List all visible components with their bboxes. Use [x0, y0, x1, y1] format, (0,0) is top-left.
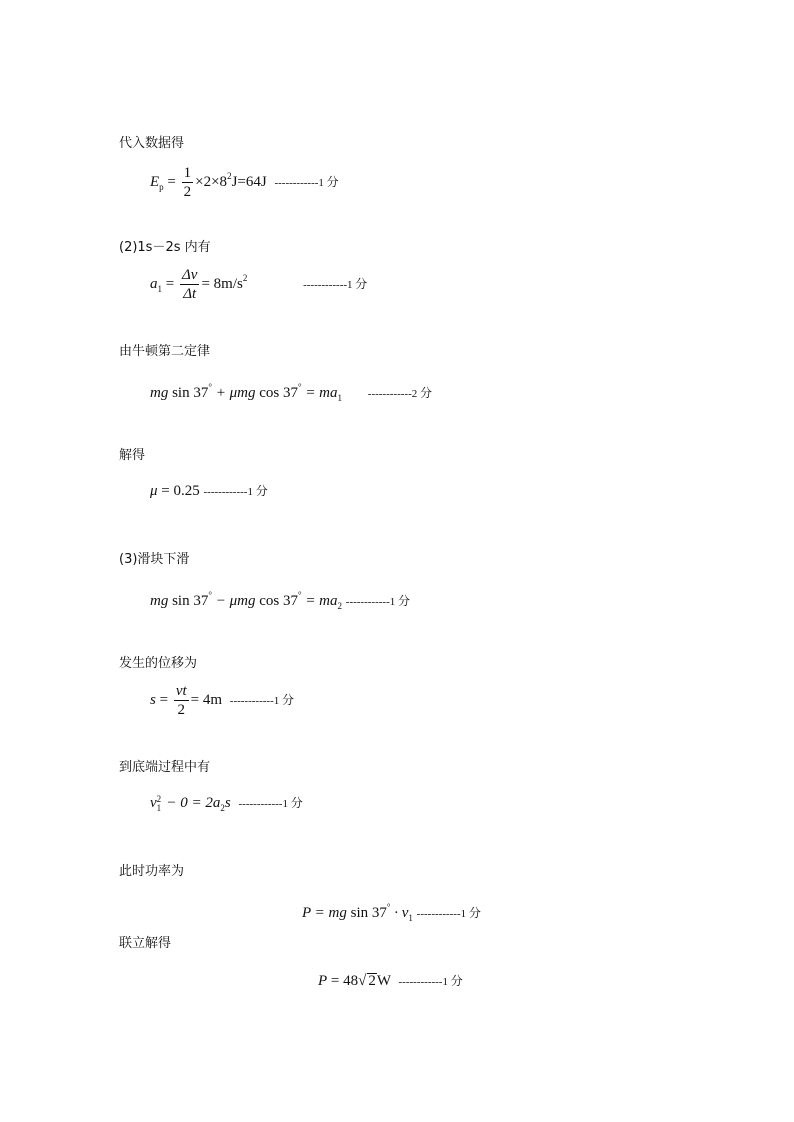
text-line-2: (2)1s－2s 内有: [119, 240, 211, 255]
equation-8: P = mg $\sin 37^\circ \cdot v_1$ ------------1 分: [302, 902, 481, 923]
text-line-6: 发生的位移为: [119, 656, 198, 671]
text-line-9: 联立解得: [119, 936, 172, 951]
equation-3: mg sin 37° + μmg $\cos 37^\circ = ma_1$ ------------2 分: [150, 382, 433, 403]
equation-7: v 2 1 − $0 = 2a_2s$ ------------1 分: [150, 793, 303, 813]
text-line-3: 由牛顿第二定律: [119, 344, 211, 359]
text-line-5: (3)滑块下滑: [119, 552, 190, 567]
equation-5: mg sin 37° − μmg $\cos 37^\circ = ma_2$ ------------1 分: [150, 590, 411, 611]
equation-1: $E_p$ = $\frac{1}{2}$ $\times 2\times 8^2J=64J$ ------------1 分: [150, 165, 339, 200]
text-line-8: 此时功率为: [119, 864, 185, 879]
equation-9: P = 48√ 2W ------------1 分: [318, 973, 463, 989]
text-line-4: 解得: [119, 448, 146, 463]
equation-2: $a_1$ = $\frac{\Delta v}{\Delta t}$ = $8m/s^2$ ------------1 分: [150, 267, 368, 302]
equation-4: μ = 0.25 ------------1 分: [150, 483, 268, 499]
equation-6: s = $\frac{vt}{2}$ = 4m ------------1 分: [150, 683, 295, 718]
sqrt-symbol: √: [358, 973, 367, 989]
text-line-1: 代入数据得: [119, 136, 185, 151]
text-line-7: 到底端过程中有: [119, 760, 211, 775]
